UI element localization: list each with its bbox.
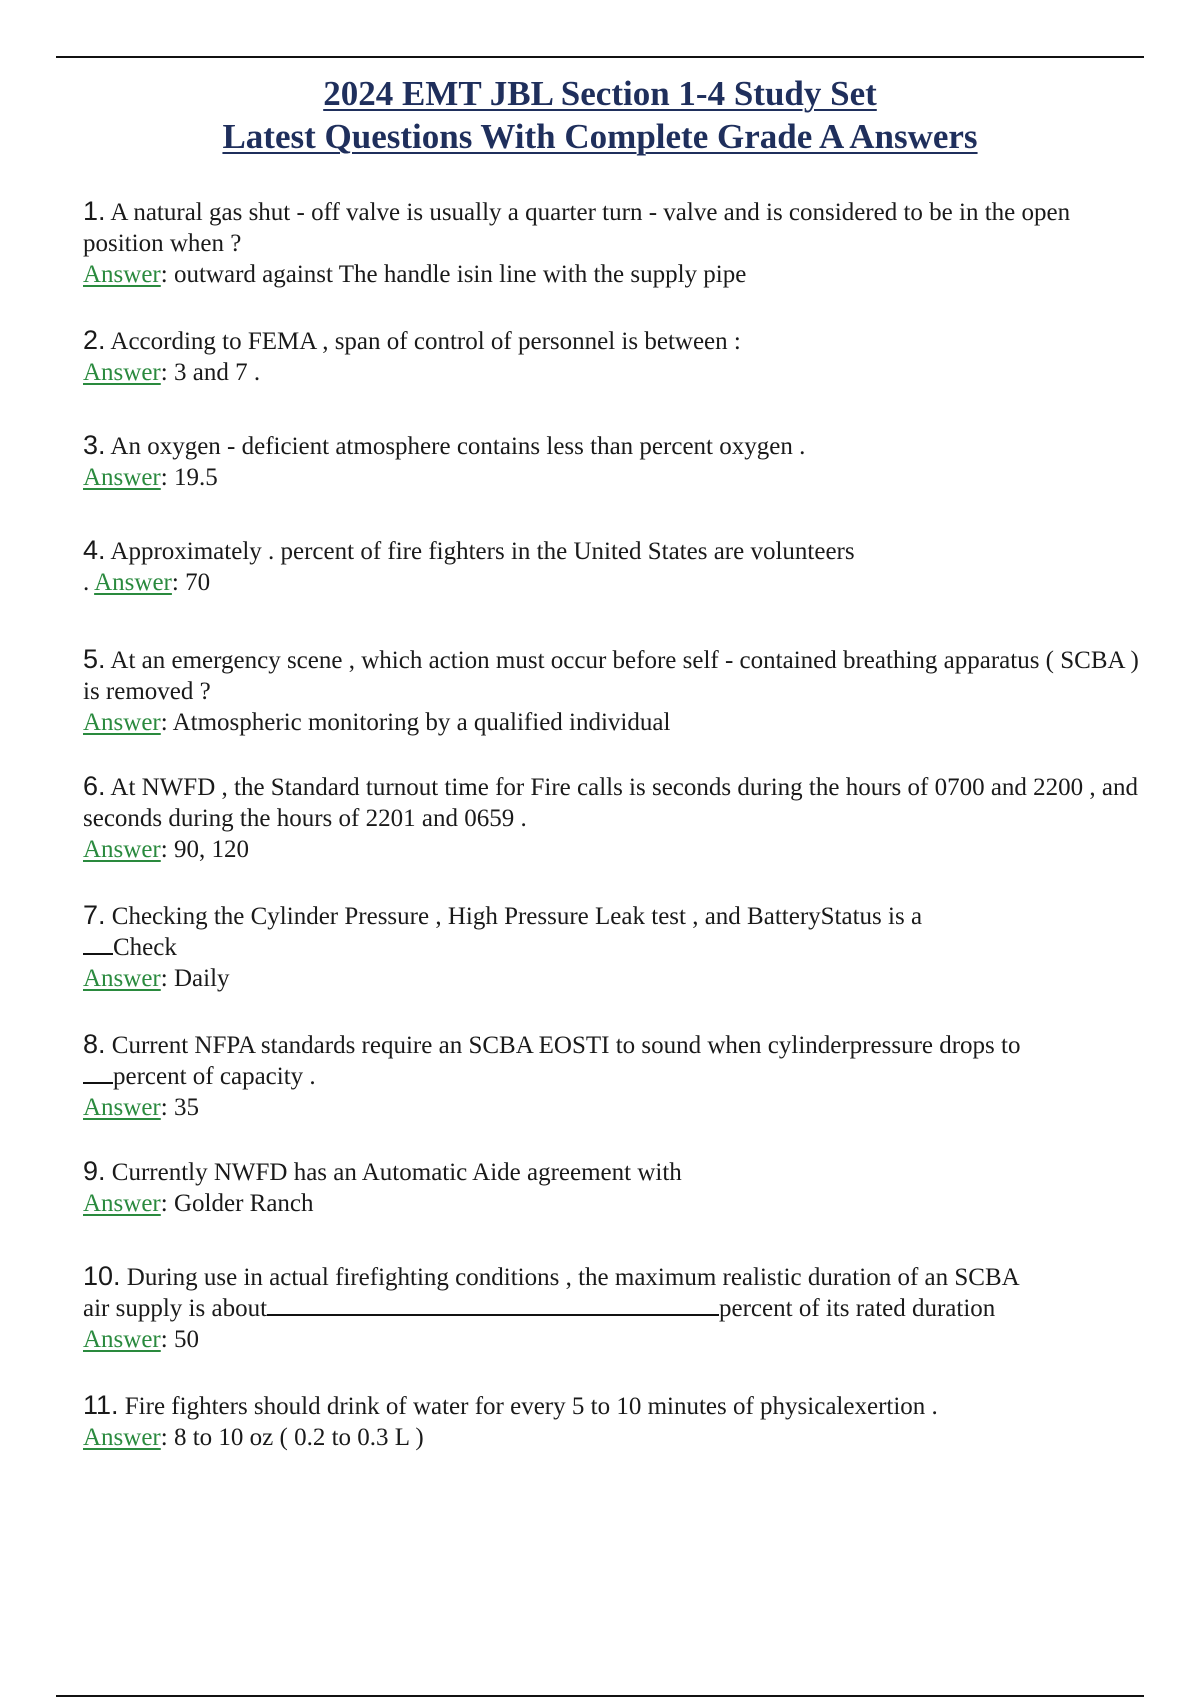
- question-number: 7.: [83, 900, 106, 930]
- bottom-rule: [56, 1695, 1144, 1697]
- answer-line: Answer: 90, 120: [83, 836, 249, 863]
- answer-label: Answer: [83, 836, 161, 863]
- answer-prefix: .: [83, 569, 90, 596]
- title-line-2: Latest Questions With Complete Grade A Answers: [222, 117, 978, 156]
- answer-label: Answer: [83, 261, 161, 288]
- answer-text: 50: [173, 1326, 199, 1353]
- question-3: [83, 430, 1153, 493]
- question-number: 2.: [83, 325, 106, 355]
- question-7: [83, 900, 1153, 994]
- answer-text: 70: [185, 569, 211, 596]
- question-2: [83, 325, 1153, 388]
- answer-label: Answer: [83, 1424, 161, 1451]
- question-number: 10.: [83, 1261, 121, 1291]
- answer-line: Answer: 19.5: [83, 464, 218, 491]
- fill-in-blank: [83, 1080, 113, 1084]
- question-4: [83, 535, 1153, 598]
- question-number: 1.: [83, 196, 106, 226]
- answer-label: Answer: [83, 709, 161, 736]
- top-rule: [56, 56, 1144, 58]
- answer-text: Golder Ranch: [173, 1190, 314, 1217]
- answer-line: Answer: 8 to 10 oz ( 0.2 to 0.3 L ): [83, 1424, 424, 1451]
- answer-line: Answer: 3 and 7 .: [83, 359, 261, 386]
- document-title: [56, 72, 1144, 158]
- answer-label: Answer: [83, 1326, 161, 1353]
- fill-in-blank: [267, 1313, 719, 1316]
- question-text: A natural gas shut - off valve is usually a quarter turn - valve and is considered to be in the open position when ?: [83, 199, 1071, 257]
- question-5: [83, 644, 1153, 738]
- title-line-1: 2024 EMT JBL Section 1-4 Study Set: [323, 74, 877, 113]
- answer-line: . Answer: 70: [83, 569, 211, 596]
- answer-label: Answer: [83, 359, 161, 386]
- question-8: [83, 1029, 1153, 1123]
- answer-line: Answer: 35: [83, 1094, 199, 1121]
- question-text: At NWFD , the Standard turnout time for Fire calls is seconds during the hours of 0700 and 2200 , and seconds during the hours of 2201 and 0659 .: [83, 774, 1139, 832]
- question-text: According to FEMA , span of control of personnel is between :: [110, 328, 741, 355]
- answer-text: Daily: [173, 965, 230, 992]
- question-text-continued: percent of capacity .: [113, 1063, 316, 1090]
- answer-line: Answer: Atmospheric monitoring by a qualified individual: [83, 709, 671, 736]
- answer-text: 3 and 7 .: [173, 359, 261, 386]
- fill-in-blank: [83, 951, 113, 955]
- question-text: Fire fighters should drink of water for every 5 to 10 minutes of physicalexertion .: [124, 1393, 938, 1420]
- answer-label: Answer: [94, 569, 172, 596]
- answer-line: Answer: outward against The handle isin line with the supply pipe: [83, 261, 747, 288]
- question-text-continued: Check: [113, 934, 177, 961]
- answer-text: 19.5: [173, 464, 218, 491]
- question-number: 11.: [83, 1390, 119, 1420]
- question-number: 6.: [83, 771, 106, 801]
- question-text-continued: air supply is about: [83, 1295, 268, 1322]
- answer-line: Answer: 50: [83, 1326, 199, 1353]
- answer-text: 8 to 10 oz ( 0.2 to 0.3 L ): [173, 1424, 424, 1451]
- answer-text: 90, 120: [173, 836, 249, 863]
- question-1: [83, 196, 1153, 290]
- answer-text: outward against The handle isin line with the supply pipe: [173, 261, 747, 288]
- answer-label: Answer: [83, 1190, 161, 1217]
- answer-label: Answer: [83, 1094, 161, 1121]
- question-number: 4.: [83, 535, 106, 565]
- answer-label: Answer: [83, 965, 161, 992]
- answer-line: Answer: Daily: [83, 965, 230, 992]
- question-text: During use in actual firefighting conditions , the maximum realistic duration of an SCBA: [126, 1264, 1020, 1291]
- question-10: [83, 1261, 1153, 1355]
- question-text: Currently NWFD has an Automatic Aide agreement with: [111, 1159, 682, 1186]
- question-number: 9.: [83, 1156, 106, 1186]
- question-number: 3.: [83, 430, 106, 460]
- question-text: Approximately . percent of fire fighters in the United States are volunteers: [110, 538, 855, 565]
- answer-text: 35: [173, 1094, 199, 1121]
- question-11: [83, 1390, 1153, 1453]
- answer-label: Answer: [83, 464, 161, 491]
- question-text-continued-2: percent of its rated duration: [719, 1295, 996, 1322]
- question-9: [83, 1156, 1153, 1219]
- answer-text: Atmospheric monitoring by a qualified individual: [172, 709, 671, 736]
- answer-line: Answer: Golder Ranch: [83, 1190, 314, 1217]
- question-text: Current NFPA standards require an SCBA EOSTI to sound when cylinderpressure drops to: [111, 1032, 1021, 1059]
- question-number: 5.: [83, 644, 106, 674]
- question-text: An oxygen - deficient atmosphere contains less than percent oxygen .: [110, 433, 806, 460]
- question-text: At an emergency scene , which action must occur before self - contained breathing apparatus ( SCBA ) is removed ?: [83, 647, 1139, 705]
- question-number: 8.: [83, 1029, 106, 1059]
- question-text: Checking the Cylinder Pressure , High Pressure Leak test , and BatteryStatus is a: [111, 903, 923, 930]
- question-6: [83, 771, 1153, 865]
